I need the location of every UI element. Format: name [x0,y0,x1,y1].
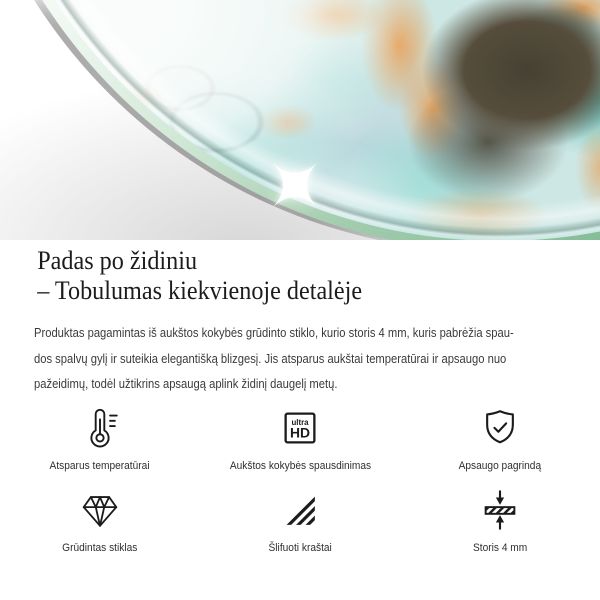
ultra-hd-icon-text-big: HD [289,424,311,441]
feature-label: Storis 4 mm [472,541,528,554]
feature-polished-edges [200,487,400,555]
feature-heat-resistant [0,405,200,473]
feature-label: Šlifuoti kraštai [268,541,332,554]
feature-ultra-hd-print [200,405,400,473]
feature-label: Apsaugo pagrindą [458,459,542,472]
thickness-press-icon [477,487,523,533]
product-image [0,0,600,240]
feature-label: Grūdintas stiklas [62,541,138,554]
shield-check-icon [477,405,523,451]
description-line: Produktas pagamintas iš aukštos kokybės grūdinto stiklo, kurio storis 4 mm, kuris pabrėžia spau- [34,325,514,340]
thermometer-icon [77,405,123,451]
feature-thickness [400,487,600,555]
features-grid [0,405,600,555]
feature-tempered-glass [0,487,200,555]
diamond-icon [77,487,123,533]
feature-label: Aukštos kokybės spausdinimas [229,459,371,472]
feature-label: Atsparus temperatūrai [49,459,151,472]
product-description-text [0,306,514,397]
feature-protects-base [400,405,600,473]
description-line: pažeidimų, todėl užtikrins apsaugą aplink židinį daugelį metų. [34,376,338,391]
page-title [0,240,558,306]
polished-edges-icon [277,487,323,533]
page-title-line-2: – Tobulumas kiekvienoje detalėje [37,276,363,305]
ultra-hd-icon [277,405,323,451]
page-title-line-1: Padas po židiniu [37,246,198,275]
description-line: dos spalvų gylį ir suteikia elegantišką blizgesį. Jis atsparus aukštai temperatūrai ir apsaugo nuo [34,350,507,366]
sparkle-glint-icon [263,153,327,217]
ultra-hd-icon-text-small: ultra [291,417,309,427]
